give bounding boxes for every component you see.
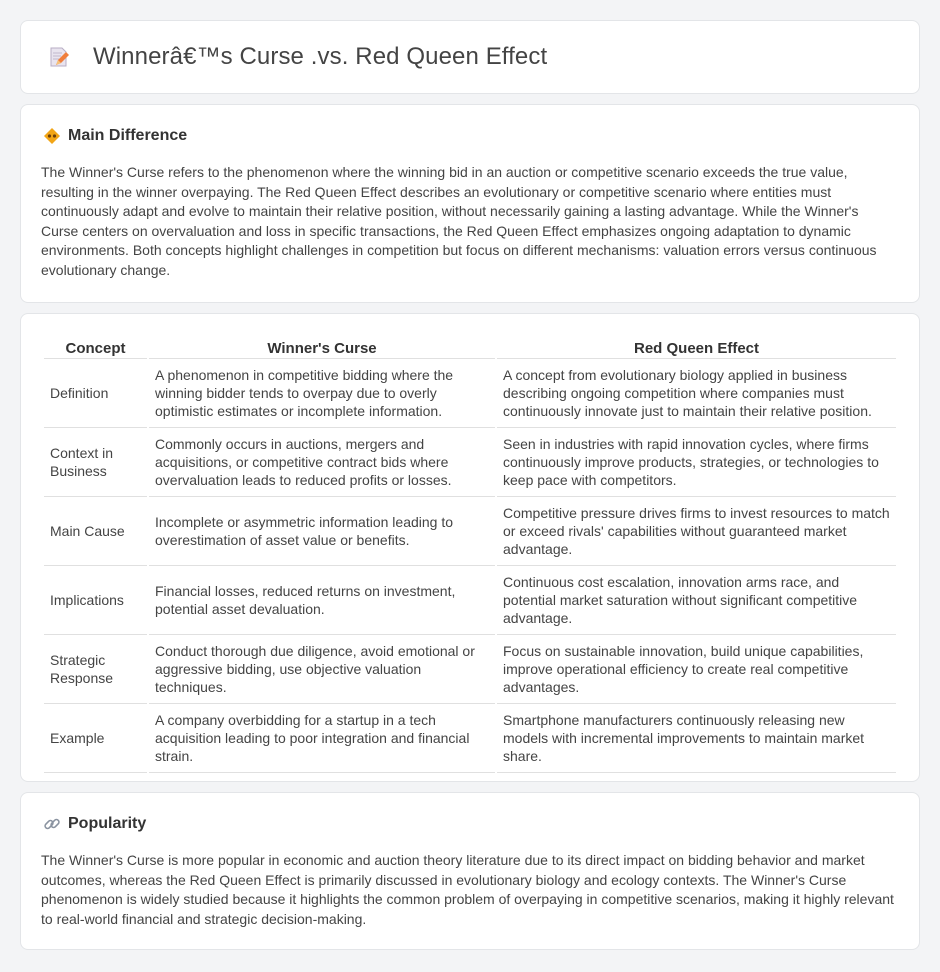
- table-row: [44, 359, 896, 428]
- row-red-queen: Competitive pressure drives firms to invest resources to match or exceed rivals' capabilities without guaranteed market advantage.: [497, 497, 896, 566]
- header-concept: Concept: [44, 334, 147, 359]
- pencil-note-icon: [47, 45, 71, 69]
- main-difference-header: [41, 127, 899, 145]
- popularity-card: [20, 792, 920, 950]
- comparison-table: [42, 334, 898, 773]
- main-difference-text: The Winner's Curse refers to the phenomenon where the winning bid in an auction or competitive scenario exceeds the true value, resulting in the winner overpaying. The Red Queen Effect describes an evolutionary or competitive scenario where entities must continuously adapt and evolve to maintain their relative position, without necessarily gaining a lasting advantage. While the Winner's Curse centers on overvaluation and loss in specific transactions, the Red Queen Effect emphasizes ongoing adaptation to dynamic environments. Both concepts highlight challenges in competition but focus on different mechanisms: valuation errors versus continuous evolutionary change.: [41, 164, 877, 278]
- row-red-queen: Continuous cost escalation, innovation arms race, and potential market saturation without significant competitive advantage.: [497, 566, 896, 635]
- comparison-card: [20, 313, 920, 782]
- row-winners-curse: Commonly occurs in auctions, mergers and acquisitions, or competitive contract bids where overvaluation leads to reduced profits or losses.: [149, 428, 495, 497]
- row-concept: Example: [44, 704, 147, 773]
- popularity-header: [41, 815, 899, 833]
- table-row: [44, 704, 896, 773]
- row-winners-curse: Incomplete or asymmetric information leading to overestimation of asset value or benefits.: [149, 497, 495, 566]
- row-concept: Implications: [44, 566, 147, 635]
- table-row: [44, 566, 896, 635]
- row-concept: Main Cause: [44, 497, 147, 566]
- row-winners-curse: Financial losses, reduced returns on investment, potential asset devaluation.: [149, 566, 495, 635]
- main-difference-title: Main Difference: [68, 127, 188, 144]
- title-card: [20, 20, 920, 94]
- table-row: [44, 635, 896, 704]
- row-red-queen: Smartphone manufacturers continuously releasing new models with incremental improvements to maintain market share.: [497, 704, 896, 773]
- row-concept: Definition: [44, 359, 147, 428]
- row-winners-curse: A phenomenon in competitive bidding where the winning bidder tends to overpay due to overly optimistic estimates or incomplete information.: [149, 359, 495, 428]
- diamond-sign-icon: [43, 127, 61, 145]
- row-red-queen: Focus on sustainable innovation, build unique capabilities, improve operational efficiency to create real competitive advantages.: [497, 635, 896, 704]
- page-title: Winnerâ€™s Curse .vs. Red Queen Effect: [93, 43, 548, 70]
- popularity-title: Popularity: [68, 815, 147, 832]
- row-concept: Context in Business: [44, 428, 147, 497]
- row-red-queen: A concept from evolutionary biology applied in business describing ongoing competition where companies must continuously innovate just to maintain their relative position.: [497, 359, 896, 428]
- popularity-text: The Winner's Curse is more popular in economic and auction theory literature due to its direct impact on bidding behavior and market outcomes, whereas the Red Queen Effect is primarily discussed in evolutionary biology and ecology contexts. The Winner's Curse phenomenon is widely studied because it highlights the common problem of overpaying in competitive scenarios, making it highly relevant to real-world financial and strategic decision-making.: [41, 852, 894, 927]
- table-row: [44, 428, 896, 497]
- header-red-queen: Red Queen Effect: [497, 334, 896, 359]
- row-concept: Strategic Response: [44, 635, 147, 704]
- link-icon: [43, 815, 61, 833]
- table-header-row: [44, 334, 896, 359]
- main-difference-card: [20, 104, 920, 303]
- row-red-queen: Seen in industries with rapid innovation cycles, where firms continuously improve products, strategies, or technologies to keep pace with competitors.: [497, 428, 896, 497]
- table-row: [44, 497, 896, 566]
- row-winners-curse: Conduct thorough due diligence, avoid emotional or aggressive bidding, use objective valuation techniques.: [149, 635, 495, 704]
- row-winners-curse: A company overbidding for a startup in a tech acquisition leading to poor integration and financial strain.: [149, 704, 495, 773]
- header-winners-curse: Winner's Curse: [149, 334, 495, 359]
